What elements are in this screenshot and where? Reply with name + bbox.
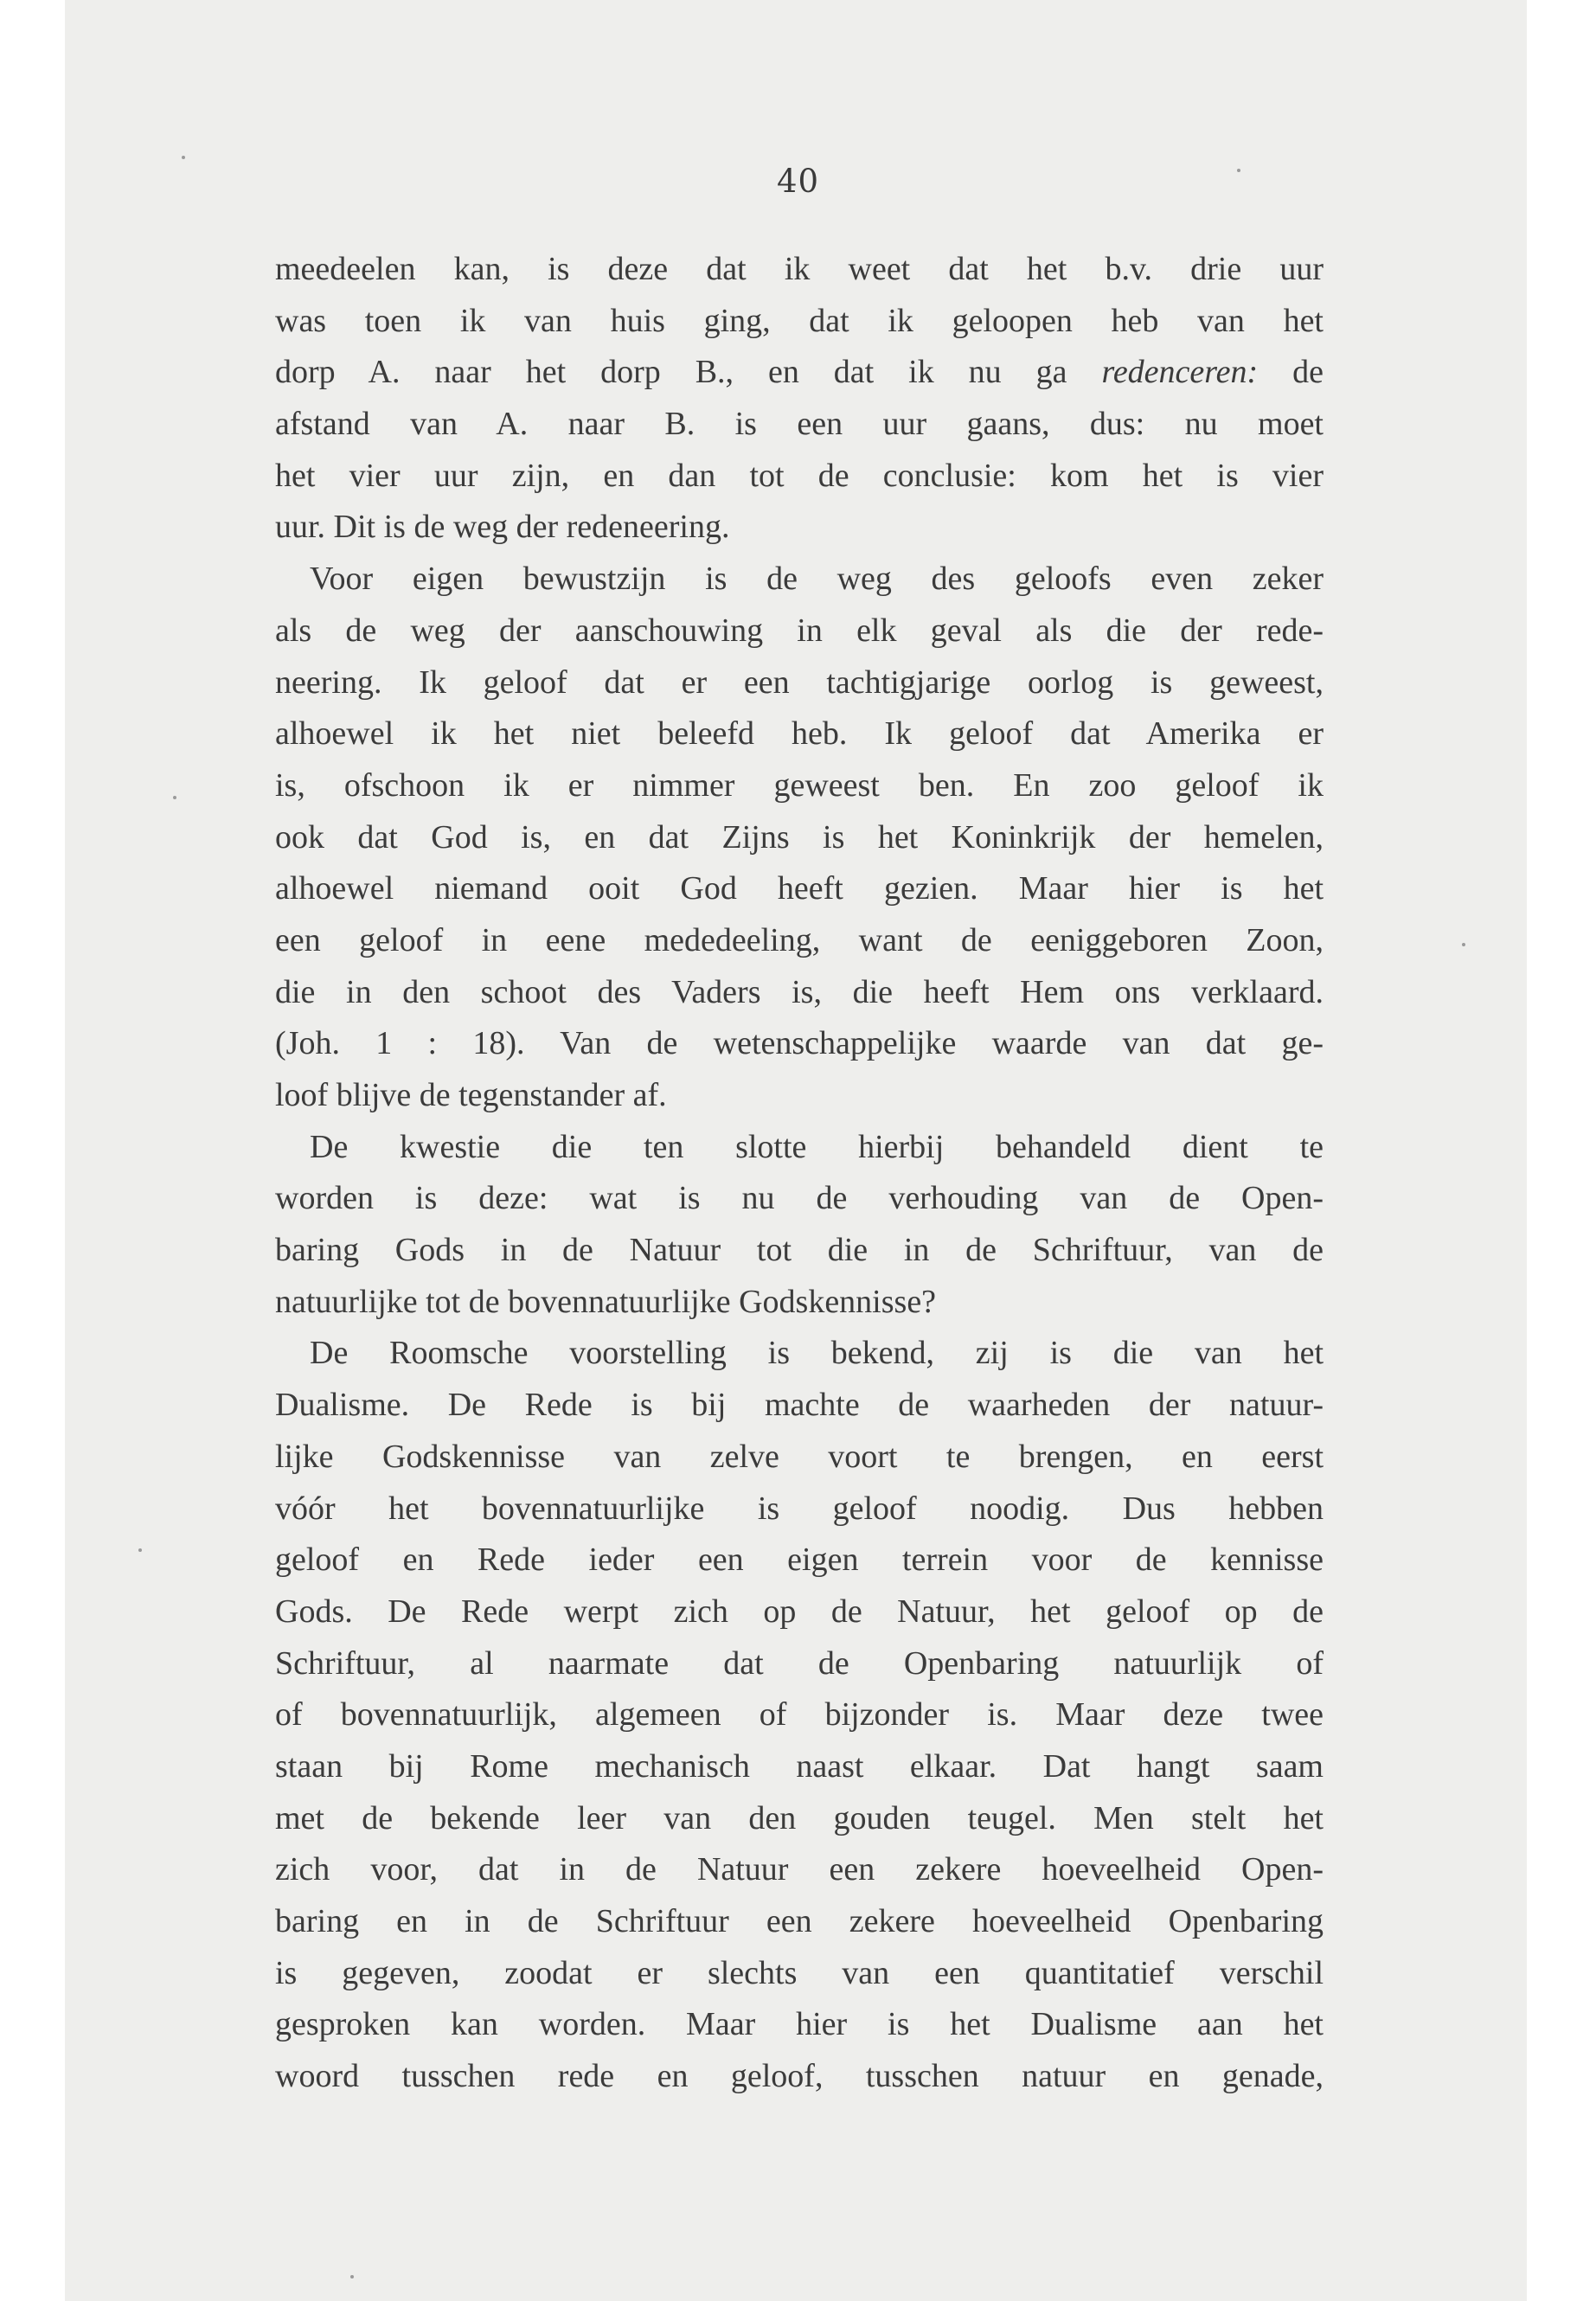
paper-speck — [173, 796, 176, 799]
text-line: is, ofschoon ik er nimmer geweest ben. En zoo geloof ik — [275, 766, 1324, 804]
paper-speck — [182, 156, 185, 159]
text-line: of bovennatuurlijk, algemeen of bijzonder is. Maar deze twee — [275, 1696, 1324, 1734]
paragraph-start-line: Voor eigen bewustzijn is de weg des geloofs even zeker — [310, 561, 1324, 598]
text-line: met de bekende leer van den gouden teugel. Men stelt het — [275, 1799, 1324, 1836]
text-line — [275, 347, 1324, 399]
text-line: loof blijve de tegenstander af. — [275, 1077, 667, 1113]
text-line: zich voor, dat in de Natuur een zekere hoeveelheid Open- — [275, 1851, 1324, 1888]
text-line: Gods. De Rede werpt zich op de Natuur, het geloof op de — [275, 1593, 1324, 1630]
text-line: alhoewel ik het niet beleefd heb. Ik geloof dat Amerika er — [275, 715, 1324, 753]
paragraph-start-line: De Roomsche voorstelling is bekend, zij is die van het — [310, 1335, 1324, 1372]
text-line: meedeelen kan, is deze dat ik weet dat het b.v. drie uur — [275, 251, 1324, 287]
paragraph-start-line: De kwestie die ten slotte hierbij behandeld dient te — [310, 1128, 1324, 1165]
text-line: (Joh. 1 : 18). Van de wetenschappelijke waarde van dat ge- — [275, 1025, 1324, 1062]
text-line: alhoewel niemand ooit God heeft gezien. Maar hier is het — [275, 870, 1324, 907]
text-line: neering. Ik geloof dat er een tachtigjarige oorlog is geweest, — [275, 663, 1324, 701]
text-line: Schriftuur, al naarmate dat de Openbaring natuurlijk of — [275, 1644, 1324, 1682]
text-line: baring Gods in de Natuur tot die in de Schriftuur, van de — [275, 1232, 1324, 1269]
text-line: het vier uur zijn, en dan tot de conclusie: kom het is vier — [275, 457, 1324, 494]
text-line: worden is deze: wat is nu de verhouding van de Open- — [275, 1180, 1324, 1217]
paper-speck — [1462, 943, 1465, 946]
text-line: woord tusschen rede en geloof, tusschen natuur en genade, — [275, 2058, 1324, 2095]
text-line: staan bij Rome mechanisch naast elkaar. Dat hangt saam — [275, 1747, 1324, 1785]
paper-speck — [138, 1548, 142, 1552]
text-line: baring en in de Schriftuur een zekere hoeveelheid Openbaring — [275, 1903, 1324, 1939]
text-line: geloof en Rede ieder een eigen terrein voor de kennisse — [275, 1541, 1324, 1579]
text-line: natuurlijke tot de bovennatuurlijke Godskennisse? — [275, 1283, 937, 1320]
text-line: gesproken kan worden. Maar hier is het Dualisme aan het — [275, 2006, 1324, 2043]
text-line: lijke Godskennisse van zelve voort te brengen, en eerst — [275, 1438, 1324, 1475]
text-line: was toen ik van huis ging, dat ik geloopen heb van het — [275, 302, 1324, 339]
text-line: vóór het bovennatuurlijke is geloof noodig. Dus hebben — [275, 1490, 1324, 1527]
italic-word: redenceren: — [1101, 354, 1259, 391]
text-line: Dualisme. De Rede is bij machte de waarheden der natuur- — [275, 1387, 1324, 1424]
text-line-start: dorp A. naar het dorp B., en dat ik nu ga — [275, 354, 1102, 391]
page-number: 40 — [776, 163, 820, 200]
text-line: als de weg der aanschouwing in elk geval als die der rede- — [275, 612, 1324, 649]
text-line-end: de — [1258, 354, 1324, 391]
text-line: ook dat God is, en dat Zijns is het Koninkrijk der hemelen, — [275, 818, 1324, 856]
body-text — [275, 244, 1324, 2103]
text-line: is gegeven, zoodat er slechts van een quantitatief verschil — [275, 1954, 1324, 1991]
text-line: een geloof in eene mededeeling, want de eeniggeboren Zoon, — [275, 921, 1324, 958]
paper-speck — [350, 2275, 354, 2279]
text-line: afstand van A. naar B. is een uur gaans, dus: nu moet — [275, 406, 1324, 443]
text-line: die in den schoot des Vaders is, die heeft Hem ons verklaard. — [275, 973, 1324, 1010]
text-line: uur. Dit is de weg der redeneering. — [275, 509, 730, 546]
